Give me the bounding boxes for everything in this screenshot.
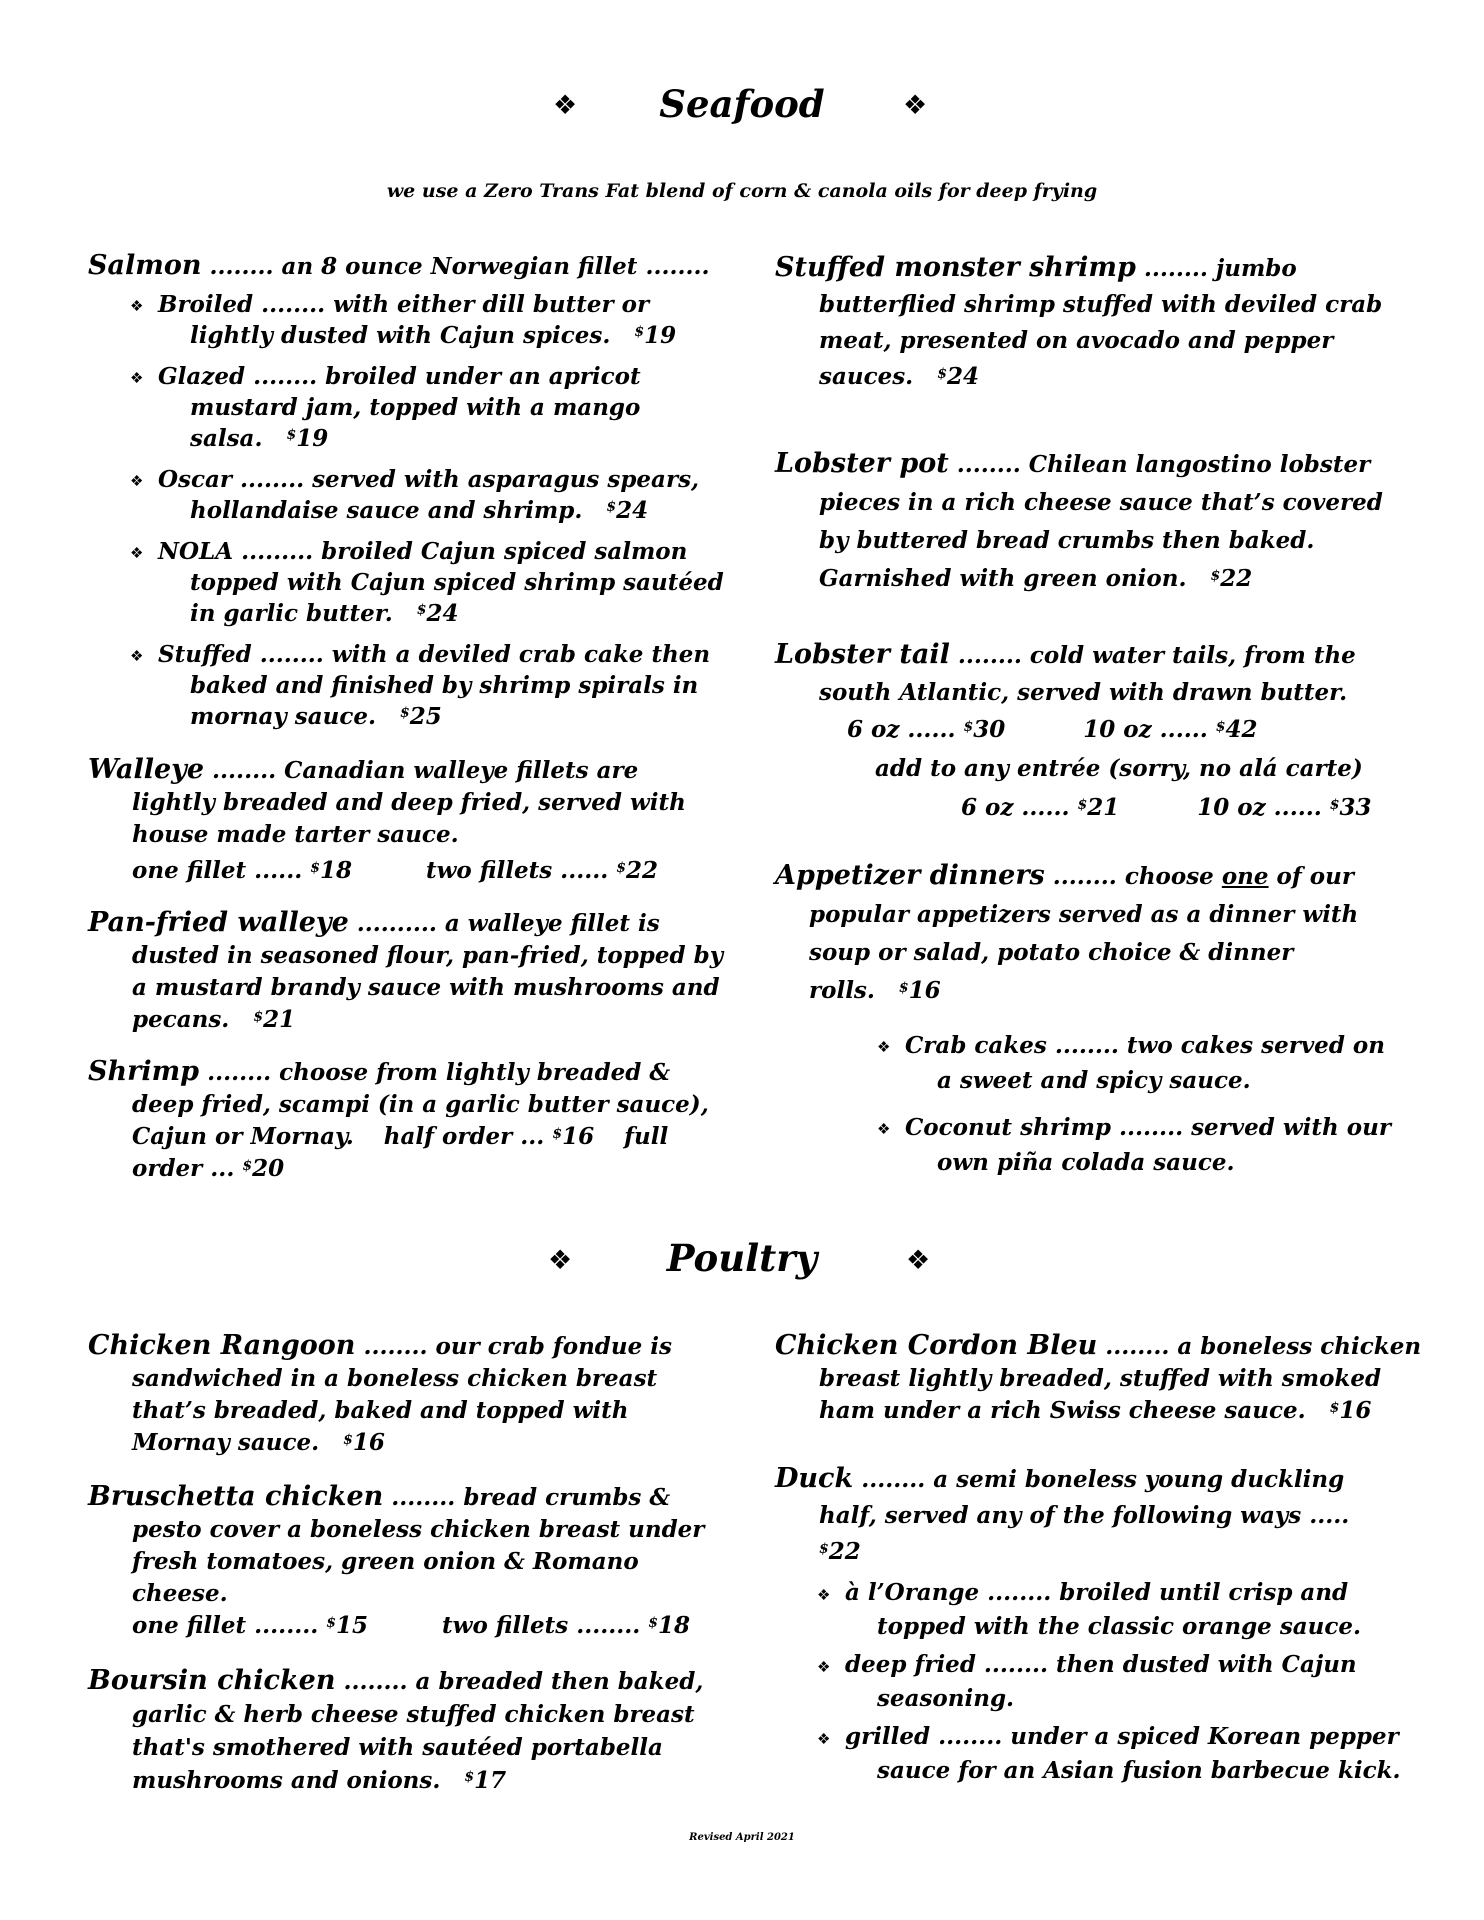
duck-desc: ........ a semi boneless young duckling half, served any of the following ways .....: [819, 1466, 1350, 1529]
salmon-desc: ........ an 8 ounce Norwegian fillet ........: [201, 253, 710, 280]
bullet-icon: ❖: [130, 647, 144, 665]
duck-title: Duck: [775, 1463, 854, 1494]
appetizer-option: [775, 1028, 1415, 1098]
fleuron-icon: ❖: [548, 1245, 573, 1276]
option-name: à l’Orange: [845, 1579, 980, 1606]
cordon-bleu-entry: [775, 1330, 1422, 1427]
option-desc: ........ two cakes served on a sweet and spicy sauce.: [937, 1032, 1385, 1094]
lobster-pot-desc: ........ Chilean langostino lobster pieces in a rich cheese sauce that’s covered by buttered bread crumbs then baked. Garnished with green onion.: [819, 451, 1383, 592]
bullet-icon: ❖: [130, 369, 144, 387]
option-name: grilled: [845, 1723, 931, 1750]
option-desc: ......... broiled Cajun spiced salmon topped with Cajun spiced shrimp sautéed in garlic butter.: [190, 538, 724, 627]
bruschetta-title: Bruschetta chicken: [88, 1481, 384, 1512]
salmon-option: [88, 536, 724, 629]
appetizer-one-emphasis: one: [1221, 863, 1269, 890]
salmon-option: [88, 361, 718, 454]
option-name: Glazed: [158, 363, 246, 390]
seafood-left-column: [88, 250, 724, 1185]
boursin-desc: ........ a breaded then baked, garlic & herb cheese stuffed chicken breast that's smothered with sautéed portabella mushrooms and onions.: [132, 1668, 704, 1794]
option-price: $25: [400, 703, 442, 730]
lobster-pot-title: Lobster pot: [775, 448, 949, 479]
bullet-icon: ❖: [130, 297, 144, 315]
option-name: Broiled: [158, 291, 254, 318]
revision-footer: Revised April 2021: [689, 1832, 795, 1843]
duck-price: $22: [819, 1538, 861, 1565]
salmon-option: [88, 464, 718, 526]
panfried-title: Pan-fried walleye: [88, 907, 349, 938]
bullet-icon: ❖: [130, 544, 144, 562]
poultry-right-column: [775, 1330, 1422, 1788]
bullet-icon: ❖: [817, 1658, 831, 1676]
bullet-icon: ❖: [877, 1120, 891, 1138]
lobster-pot-entry: [775, 445, 1415, 598]
lobster-tail-addon-note: add to any entrée (sorry, no alá carte): [875, 755, 1363, 782]
option-price: $24: [416, 600, 459, 627]
cordon-title: Chicken Cordon Bleu: [775, 1330, 1098, 1361]
bullet-icon: ❖: [817, 1586, 831, 1604]
poultry-left-column: [88, 1330, 718, 1797]
bullet-icon: ❖: [817, 1730, 831, 1748]
walleye-prices: one fillet ...... $18 two fillets ...... $22: [132, 857, 659, 884]
rangoon-title: Chicken Rangoon: [88, 1330, 356, 1361]
seafood-right-column: [775, 250, 1415, 1180]
walleye-title: Walleye: [88, 754, 205, 785]
appetizer-title: Appetizer dinners: [775, 860, 1045, 891]
lobster-tail-entry: [775, 636, 1415, 827]
option-desc: ........ then dusted with Cajun seasoning.: [877, 1651, 1357, 1712]
lobster-tail-prices: 6 oz ...... $30 10 oz ...... $42: [847, 716, 1258, 743]
rangoon-price: $16: [343, 1429, 385, 1456]
panfried-price: $21: [253, 1006, 296, 1033]
cordon-desc: ........ a boneless chicken breast lightly breaded, stuffed with smoked ham under a rich Swiss cheese sauce.: [819, 1333, 1422, 1424]
fleuron-icon: ❖: [553, 90, 578, 121]
salmon-option: [88, 289, 718, 351]
option-name: NOLA: [158, 538, 234, 565]
shrimp-title: Shrimp: [88, 1056, 200, 1087]
boursin-title: Boursin chicken: [88, 1665, 336, 1696]
option-name: Coconut shrimp: [905, 1114, 1112, 1141]
bullet-icon: ❖: [130, 472, 144, 490]
monster-desc: ........ jumbo butterflied shrimp stuffed with deviled crab meat, presented on avocado and pepper sauces.: [819, 255, 1383, 390]
shrimp-desc: ........ choose from lightly breaded & deep fried, scampi (in a garlic butter sauce), Cajun or Mornay.: [132, 1059, 709, 1150]
salmon-entry: [88, 250, 718, 283]
option-name: deep fried: [845, 1651, 976, 1678]
frying-oil-note: we use a Zero Trans Fat blend of corn & canola oils for deep frying: [386, 180, 1098, 202]
appetizer-price: $16: [898, 977, 941, 1004]
option-name: Oscar: [158, 466, 233, 493]
boursin-price: $17: [464, 1767, 507, 1794]
duck-option: [775, 1576, 1415, 1644]
appetizer-dinners-entry: Appetizer dinners ........ choose one of our popular appetizers served as a dinner with soup or salad, potato choice & dinner rolls. $16: [775, 860, 1359, 1004]
option-desc: ........ with either dill butter or lightly dusted with Cajun spices.: [190, 291, 650, 349]
panfried-desc: .......... a walleye fillet is dusted in seasoned flour, pan-fried, topped by a mustard brandy sauce with mushrooms and pecans.: [132, 910, 724, 1033]
option-price: $19: [634, 322, 677, 349]
option-desc: ........ with a deviled crab cake then baked and finished by shrimp spirals in mornay sauce.: [190, 641, 711, 730]
duck-entry: [775, 1461, 1415, 1570]
salmon-option: [88, 639, 718, 732]
monster-title: Stuffed monster shrimp: [775, 252, 1136, 283]
option-name: Crab cakes: [905, 1032, 1047, 1059]
option-name: Stuffed: [158, 641, 252, 668]
option-price: $19: [286, 425, 329, 452]
bruschetta-prices: one fillet ........ $15 two fillets ........ $18: [132, 1612, 691, 1639]
fleuron-icon: ❖: [906, 1245, 931, 1276]
option-desc: ........ served with our own piña colada sauce.: [937, 1114, 1391, 1176]
bruschetta-desc: ........ bread crumbs & pesto cover a boneless chicken breast under fresh tomatoes, green onion & Romano cheese.: [132, 1484, 705, 1607]
walleye-desc: ........ Canadian walleye fillets are lightly breaded and deep fried, served with house made tarter sauce.: [132, 757, 686, 848]
panfried-walleye-entry: [88, 907, 724, 1036]
lobster-tail-addon-prices: 6 oz ...... $21 10 oz ...... $33: [961, 794, 1372, 821]
cordon-price: $16: [1329, 1397, 1372, 1424]
poultry-heading: Poultry: [666, 1236, 818, 1280]
shrimp-entry: Shrimp ........ choose from lightly breaded & deep fried, scampi (in a garlic butter sauce), Cajun or Mornay. half order ... $16 full order ... $20: [88, 1056, 709, 1182]
option-desc: ........ broiled until crisp and topped with the classic orange sauce.: [877, 1579, 1362, 1640]
salmon-title: Salmon: [88, 250, 202, 281]
lobster-tail-title: Lobster tail: [775, 639, 950, 670]
bruschetta-chicken-entry: [88, 1481, 718, 1642]
option-desc: ........ served with asparagus spears, hollandaise sauce and shrimp.: [190, 466, 700, 524]
bullet-icon: ❖: [877, 1038, 891, 1056]
option-desc: ........ under a spiced Korean pepper sauce for an Asian fusion barbecue kick.: [877, 1723, 1401, 1784]
option-price: $24: [606, 497, 649, 524]
duck-option: [775, 1720, 1415, 1788]
seafood-heading: Seafood: [659, 82, 825, 126]
lobster-pot-price: $22: [1210, 565, 1253, 592]
fleuron-icon: ❖: [903, 90, 928, 121]
walleye-entry: [88, 754, 718, 887]
option-desc: ........ broiled under an apricot mustard jam, topped with a mango salsa.: [190, 363, 641, 452]
duck-option: [775, 1648, 1415, 1716]
monster-price: $24: [937, 363, 979, 390]
rangoon-desc: ........ our crab fondue is sandwiched in a boneless chicken breast that’s breaded, baked and topped with Mornay sauce.: [132, 1333, 672, 1456]
monster-shrimp-entry: [775, 250, 1415, 395]
chicken-rangoon-entry: [88, 1330, 718, 1459]
appetizer-option: [775, 1110, 1415, 1180]
lobster-tail-desc: ........ cold water tails, from the south Atlantic, served with drawn butter.: [819, 642, 1356, 706]
boursin-chicken-entry: [88, 1664, 718, 1797]
